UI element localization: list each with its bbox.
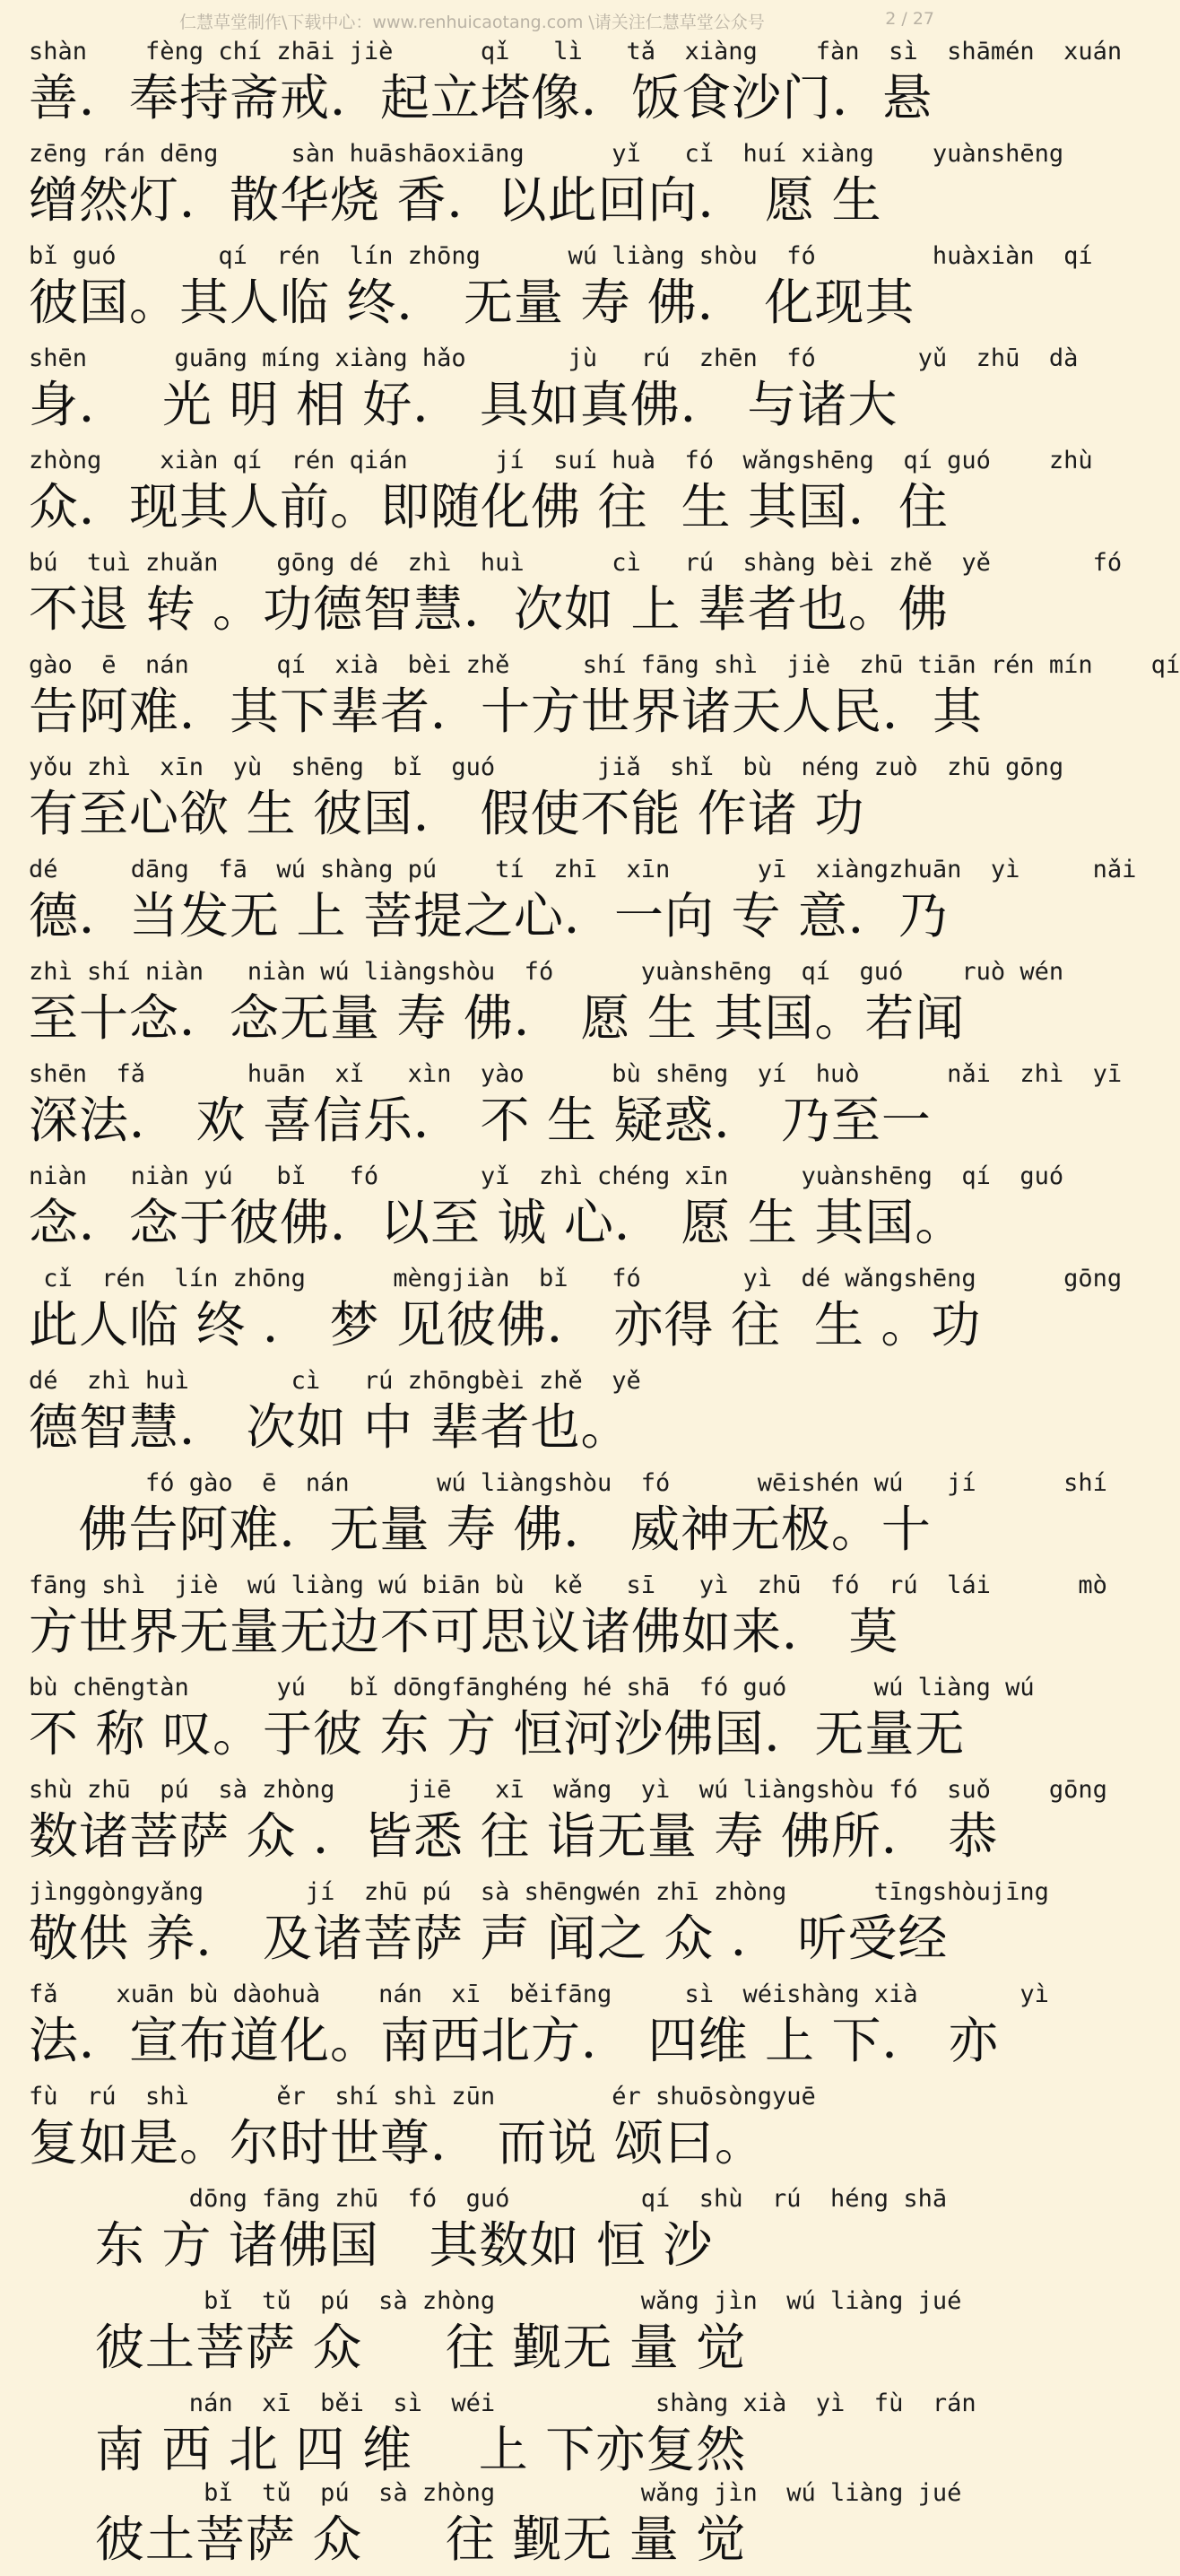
page-header <box>0 4 968 34</box>
hanzi-line: 复如是。尔时世尊． 而说 颂曰。 <box>29 2114 765 2171</box>
verse-line <box>0 2476 968 2576</box>
pinyin-line: dōng fāng zhū fó guó qí shù rú héng shā <box>29 2185 948 2213</box>
hanzi-line: 南 西 北 四 维 上 下亦复然 <box>29 2421 747 2478</box>
hanzi-line: 敬供 养． 及诸菩萨 声 闻之 众 ． 听受经 <box>29 1910 949 1967</box>
hanzi-line: 众．现其人前。即随化佛 往 生 其国．住 <box>29 478 949 535</box>
pinyin-line: bǐ guó qí rén lín zhōng wú liàng shòu fó huàxiàn qí <box>29 242 1093 270</box>
hanzi-line: 善．奉持斋戒．起立塔像．饭食沙门．悬 <box>29 69 933 126</box>
pinyin-line: fó gào ē nán wú liàngshòu fó wēishén wú jí shí <box>29 1469 1107 1497</box>
pinyin-line: shēn fǎ huān xǐ xìn yào bù shēng yí huò nǎi zhì yī <box>29 1060 1123 1088</box>
text-line <box>0 852 1137 953</box>
hanzi-line: 彼国。其人临 终． 无量 寿 佛． 化现其 <box>29 274 915 331</box>
hanzi-line: 东 方 诸佛国 其数如 恒 沙 <box>29 2216 714 2274</box>
text-line <box>0 545 1123 646</box>
hanzi-line: 不退 转 。功德智慧．次如 上 辈者也。佛 <box>29 580 949 638</box>
hanzi-line: 德智慧． 次如 中 辈者也。 <box>29 1398 631 1456</box>
pinyin-line: niàn niàn yú bǐ fó yǐ zhì chéng xīn yuànshēng qí guó <box>29 1162 1064 1190</box>
text-line <box>0 341 1079 441</box>
hanzi-line: 告阿难．其下辈者．十方世界诸天人民．其 <box>29 683 984 740</box>
pinyin-line: shàn fèng chí zhāi jiè qǐ lì tǎ xiàng fàn sì shāmén xuán <box>29 38 1123 65</box>
hanzi-line: 念．念于彼佛．以至 诚 心． 愿 生 其国。 <box>29 1194 966 1251</box>
pinyin-line: bǐ tǔ pú sà zhòng wǎng jìn wú liàng jué <box>29 2479 962 2507</box>
pinyin-line: zēng rán dēng sàn huāshāoxiāng yǐ cǐ huí xiàng yuànshēng <box>29 140 1064 168</box>
text-line <box>0 1057 1123 1157</box>
hanzi-line: 不 称 叹。于彼 东 方 恒河沙佛国．无量无 <box>29 1705 966 1762</box>
verse-line <box>0 2181 968 2282</box>
text-line <box>0 1159 1064 1259</box>
hanzi-line: 身． 光 明 相 好． 具如真佛． 与诸大 <box>29 376 898 433</box>
hanzi-line: 此人临 终 ． 梦 见彼佛． 亦得 往 生 。功 <box>29 1296 982 1353</box>
text-line <box>0 443 1093 544</box>
pinyin-line: nán xī běi sì wéi shàng xià yì fù rán <box>29 2389 976 2417</box>
pinyin-line: shù zhū pú sà zhòng jiē xī wǎng yì wú liàngshòu fó suǒ gōng <box>29 1776 1107 1804</box>
text-line <box>0 1875 1049 1975</box>
text-line <box>0 1772 1107 1873</box>
hanzi-line: 佛告阿难．无量 寿 佛． 威神无极。十 <box>29 1501 932 1558</box>
hanzi-line: 深法． 欢 喜信乐． 不 生 疑惑． 乃至一 <box>29 1092 932 1149</box>
text-line <box>0 2079 968 2180</box>
hanzi-line: 方世界无量无边不可思议诸佛如来． 莫 <box>29 1603 899 1660</box>
hanzi-line: 德．当发无 上 菩提之心．一向 专 意．乃 <box>29 887 949 944</box>
text-line <box>0 1977 1049 2077</box>
pinyin-line: jìnggòngyǎng jí zhū pú sà shēngwén zhī zhòng tīngshòujīng <box>29 1878 1049 1906</box>
pinyin-line: dé dāng fā wú shàng pú tí zhī xīn yī xiàngzhuān yì nǎi <box>29 856 1137 883</box>
pinyin-line: bú tuì zhuǎn gōng dé zhì huì cì rú shàng bèi zhě yě fó <box>29 549 1123 577</box>
text-line <box>0 1261 1123 1362</box>
hanzi-line: 法．宣布道化。南西北方． 四维 上 下． 亦 <box>29 2012 999 2069</box>
pinyin-line: zhì shí niàn niàn wú liàngshòu fó yuànshēng qí guó ruò wén <box>29 958 1064 986</box>
text-line <box>0 1363 968 1464</box>
text-line <box>0 954 1064 1055</box>
hanzi-line: 有至心欲 生 彼国． 假使不能 作诸 功 <box>29 785 865 842</box>
text-line <box>0 239 1093 339</box>
text-line <box>0 136 1064 237</box>
text-line <box>0 34 1123 135</box>
text-line <box>0 1568 1107 1668</box>
pinyin-line: fāng shì jiè wú liàng wú biān bù kě sī yì zhū fó rú lái mò <box>29 1571 1107 1599</box>
verse-line <box>0 2284 968 2384</box>
pinyin-line: bǐ tǔ pú sà zhòng wǎng jìn wú liàng jué <box>29 2287 962 2315</box>
pinyin-line: fǎ xuān bù dàohuà nán xī běifāng sì wéishàng xià yì <box>29 1980 1049 2008</box>
pinyin-line: dé zhì huì cì rú zhōngbèi zhě yě <box>29 1367 641 1395</box>
pinyin-line: shēn guāng míng xiàng hǎo jù rú zhēn fó yǔ zhū dà <box>29 344 1079 372</box>
pinyin-line: gào ē nán qí xià bèi zhě shí fāng shì jiè zhū tiān rén mín qí <box>29 651 1180 679</box>
pinyin-line: cǐ rén lín zhōng mèngjiàn bǐ fó yì dé wǎngshēng gōng <box>29 1265 1123 1292</box>
page-number: 2 / 27 <box>885 9 934 29</box>
hanzi-line: 至十念．念无量 寿 佛． 愿 生 其国。若闻 <box>29 989 966 1047</box>
hanzi-line: 数诸菩萨 众 ．皆悉 往 诣无量 寿 佛所． 恭 <box>29 1807 999 1865</box>
verse-line <box>0 2386 976 2486</box>
hanzi-line: 缯然灯．散华烧 香．以此回向． 愿 生 <box>29 171 882 229</box>
pinyin-line: bù chēngtàn yú bǐ dōngfānghéng hé shā fó guó wú liàng wú <box>29 1674 1035 1701</box>
text-line <box>0 1670 1035 1771</box>
hanzi-line: 彼土菩萨 众 往 觐无 量 觉 <box>29 2511 747 2568</box>
pinyin-line: fù rú shì ěr shí shì zūn ér shuōsòngyuē <box>29 2083 816 2110</box>
pinyin-line: yǒu zhì xīn yù shēng bǐ guó jiǎ shǐ bù néng zuò zhū gōng <box>29 753 1064 781</box>
text-line <box>0 750 1064 850</box>
text-line <box>0 1466 1107 1566</box>
pinyin-line: zhòng xiàn qí rén qián jí suí huà fó wǎngshēng qí guó zhù <box>29 447 1093 474</box>
text-line <box>0 648 1180 748</box>
header-source-text: 仁慧草堂制作\下载中心：www.renhuicaotang.com \请关注仁慧草堂公众号 <box>179 13 765 32</box>
hanzi-line: 彼土菩萨 众 往 觐无 量 觉 <box>29 2319 747 2376</box>
